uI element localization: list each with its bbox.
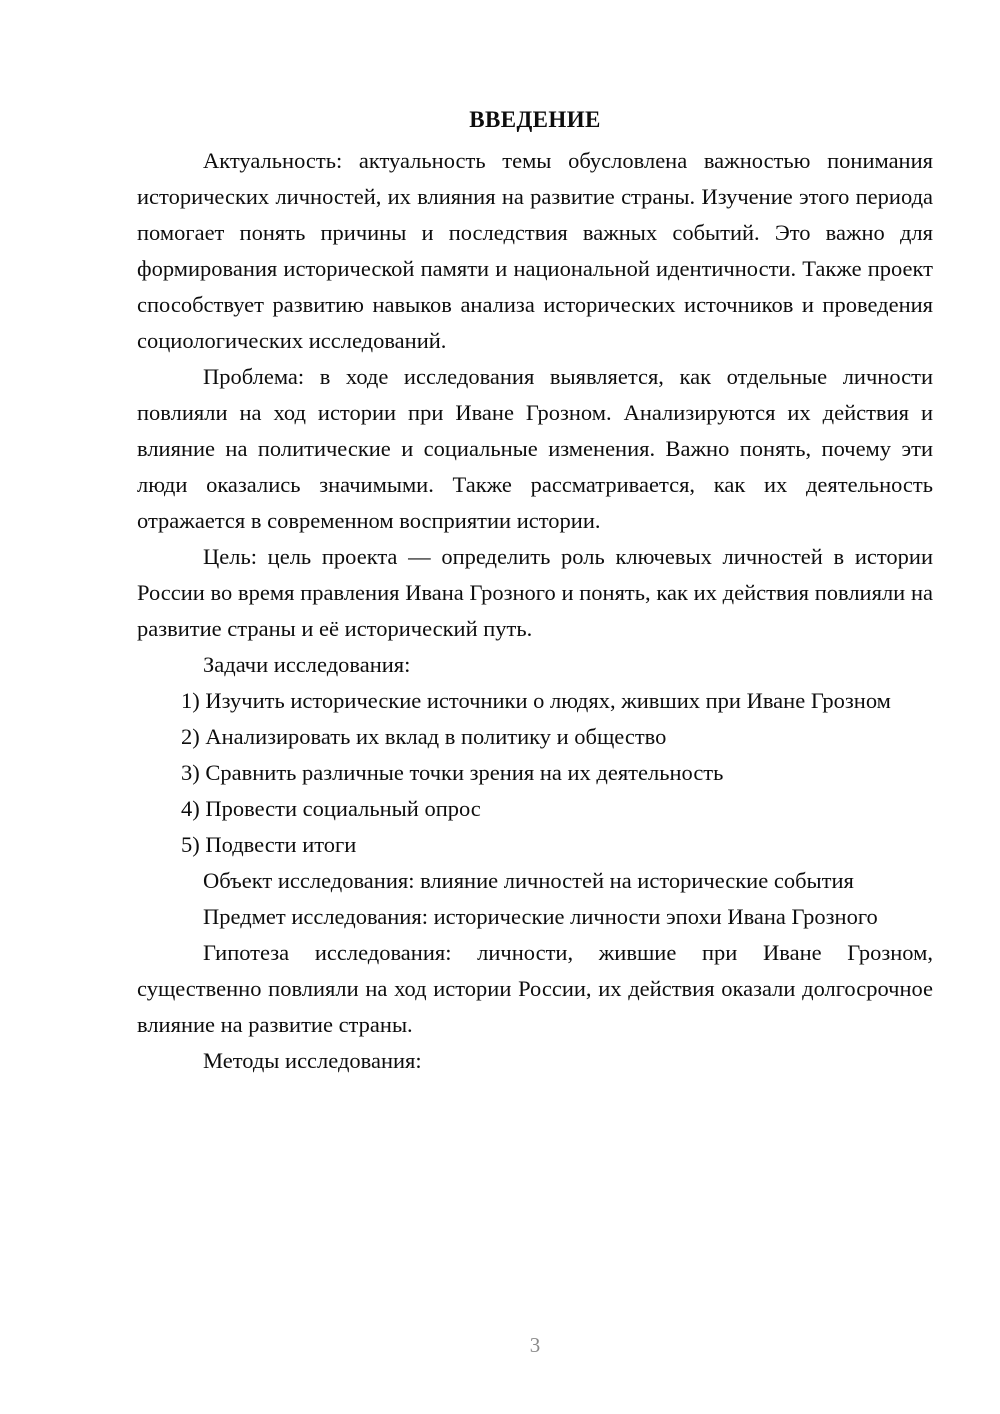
paragraph-goal: Цель: цель проекта — определить роль ключевых личностей в истории России во время правления Ивана Грозного и понять, как их действия повлияли на развитие страны и её исторический путь. (137, 544, 933, 641)
paragraph-hypothesis: Гипотеза исследования: личности, жившие при Иване Грозном, существенно повлияли на ход истории России, их действия оказали долгосрочное влияние на развитие страны. (137, 940, 933, 1037)
page-number: 3 (529, 1333, 541, 1357)
page-title: ВВЕДЕНИЕ (469, 107, 601, 133)
task-item-1: 1) Изучить исторические источники о людях, живших при Иване Грозном (181, 688, 891, 713)
methods-heading: Методы исследования: (203, 1048, 422, 1073)
task-item-3: 3) Сравнить различные точки зрения на их деятельность (181, 760, 724, 785)
paragraph-object: Объект исследования: влияние личностей на исторические события (203, 868, 854, 893)
task-item-2: 2) Анализировать их вклад в политику и общество (181, 724, 667, 749)
paragraph-problem: Проблема: в ходе исследования выявляется, как отдельные личности повлияли на ход истории при Иване Грозном. Анализируются их действия и влияние на политические и социальные изменения. Важно понять, почему эти люди оказались значимыми. Также рассматривается, как их деятельность отражается в современном восприятии истории. (137, 364, 933, 533)
paragraph-subject: Предмет исследования: исторические личности эпохи Ивана Грозного (203, 904, 878, 929)
tasks-heading: Задачи исследования: (203, 652, 411, 677)
document-body (137, 143, 933, 1079)
task-item-5: 5) Подвести итоги (181, 832, 357, 857)
task-item-4: 4) Провести социальный опрос (181, 796, 481, 821)
paragraph-relevance: Актуальность: актуальность темы обусловлена важностью понимания исторических личностей, их влияния на развитие страны. Изучение этого периода помогает понять причины и последствия важных событий. Это важно для формирования исторической памяти и национальной идентичности. Также проект способствует развитию навыков анализа исторических источников и проведения социологических исследований. (137, 148, 933, 353)
